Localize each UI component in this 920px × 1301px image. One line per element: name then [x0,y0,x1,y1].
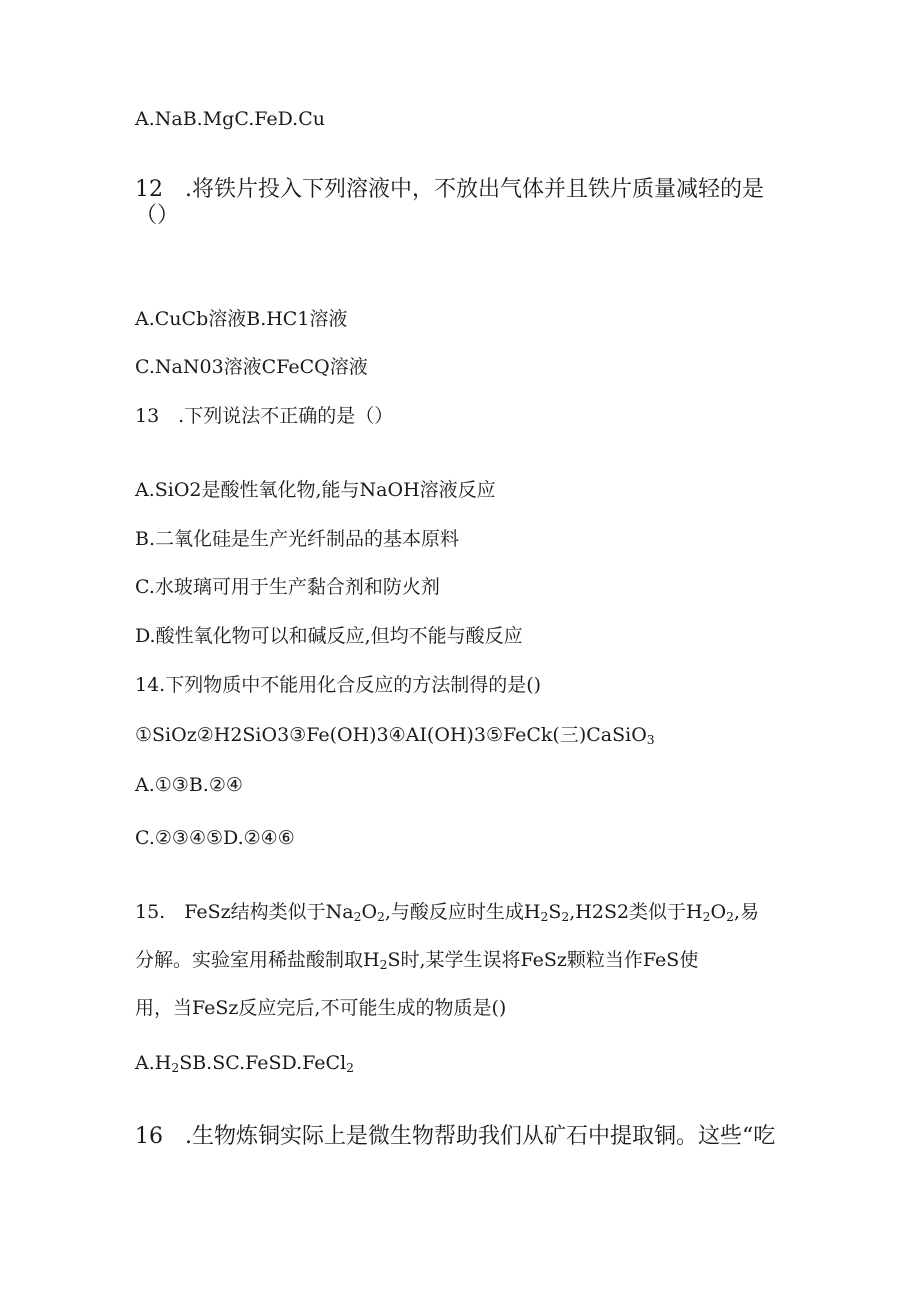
q12-stem: 12 .将铁片投入下列溶液中，不放出气体并且铁片质量减轻的是 [135,177,764,202]
q12-options-ab: A.CuCb溶液B.HC1溶液 [135,308,348,330]
q15-stem-line3: 用，当FeSz反应完后,不可能生成的物质是() [135,997,507,1019]
q15-options: $A.H_2SB.SC.FeSD.FeCl_2$ [135,1052,354,1076]
q15-stem-line1: 15. FeSz结构类似于$Na_2O_2$,与酸反应时生成$H_2S_2,H2S2$类似于$H_2O_2$,易 [135,901,759,925]
q13-stem: 13 .下列说法不正确的是（） [135,405,394,427]
q11-options: A.NaB.MgC.FeD.Cu [135,108,325,130]
q14-stem: 14.下列物质中不能用化合反应的方法制得的是() [135,674,542,696]
q16-stem: 16 .生物炼铜实际上是微生物帮助我们从矿石中提取铜。这些“吃 [135,1124,776,1149]
q13-option-d: D.酸性氧化物可以和碱反应,但均不能与酸反应 [135,625,523,647]
q13-option-b: B.二氧化硅是生产光纤制品的基本原料 [135,528,460,550]
q13-option-c: C.水玻璃可用于生产黏合剂和防火剂 [135,576,440,598]
q14-options-ab: A.①③B.②④ [135,774,243,796]
q12-options-cd: C.NaN03溶液CFeCQ溶液 [135,356,368,378]
q12-blank: （） [135,203,180,228]
q15-stem-line2: 分解。实验室用稀盐酸制取$H_2S$时,某学生误将FeSz颗粒当作FeS使 [135,949,699,973]
q14-substances: ①SiOz②H2SiO3③Fe(OH)3④AI(OH)3⑤FeCk(三)CaSiO$_3$ [135,724,655,748]
q14-options-cd: C.②③④⑤D.②④⑥ [135,827,295,849]
q13-option-a: A.SiO2是酸性氧化物,能与NaOH溶液反应 [135,479,496,501]
